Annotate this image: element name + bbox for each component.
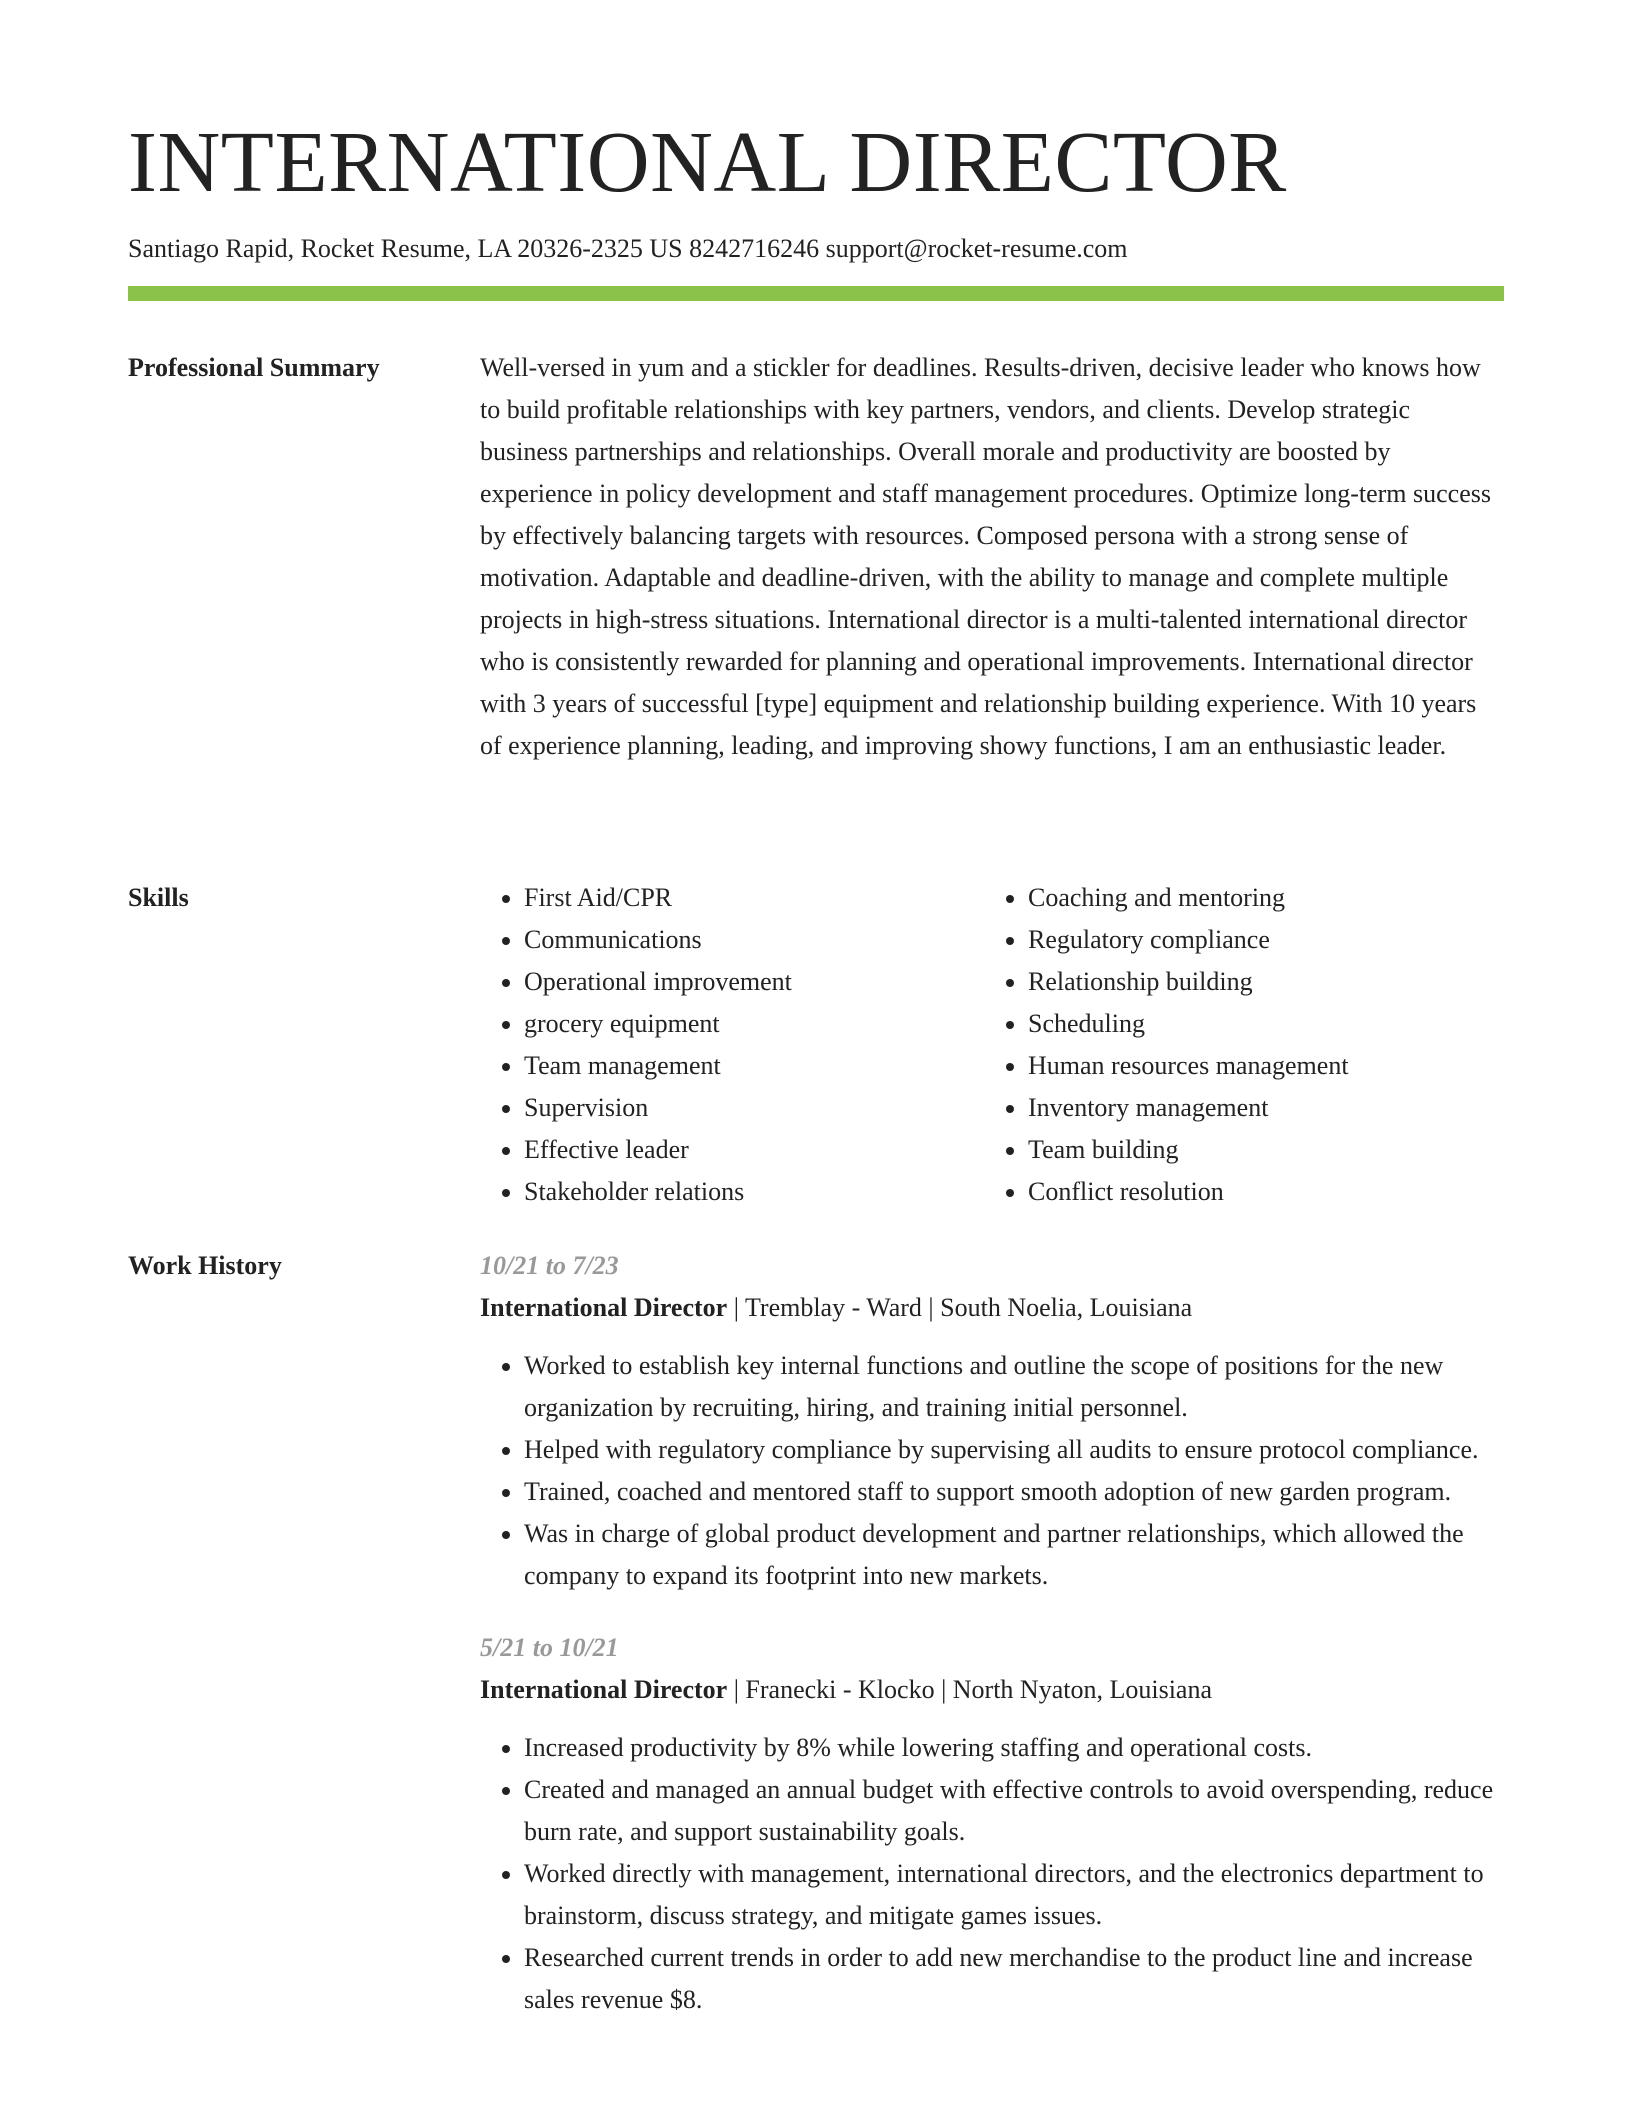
job-dates: 10/21 to 7/23	[480, 1251, 619, 1280]
skills-section-title: Skills	[128, 883, 189, 912]
summary-section-title: Professional Summary	[128, 353, 380, 382]
skill-item: • Supervision	[524, 1087, 984, 1129]
skill-item: • Operational improvement	[524, 961, 984, 1003]
job-employer-location: | Franecki - Klocko | North Nyaton, Louisiana	[727, 1675, 1212, 1704]
job-bullet: • Helped with regulatory compliance by supervising all audits to ensure protocol compliance.	[524, 1429, 1504, 1471]
skill-item: • Scheduling	[1028, 1003, 1488, 1045]
summary-section-body	[480, 347, 1504, 767]
skill-item: • Conflict resolution	[1028, 1171, 1488, 1213]
job-bullet-list	[480, 1345, 1504, 1597]
skill-item: • Regulatory compliance	[1028, 919, 1488, 961]
job-employer-location: | Tremblay - Ward | South Noelia, Louisiana	[727, 1293, 1193, 1322]
job-bullet: • Worked to establish key internal functions and outline the scope of positions for the new organization by recruiting, hiring, and training initial personnel.	[524, 1345, 1504, 1429]
job-bullet: • Created and managed an annual budget with effective controls to avoid overspending, reduce burn rate, and support sustainability goals.	[524, 1769, 1504, 1853]
job-bullet: • Increased productivity by 8% while lowering staffing and operational costs.	[524, 1727, 1504, 1769]
skill-item: • Relationship building	[1028, 961, 1488, 1003]
skills-list-left	[480, 877, 984, 1213]
job-bullet-list	[480, 1727, 1504, 2021]
skills-columns	[480, 877, 1504, 1213]
contact-info: Santiago Rapid, Rocket Resume, LA 20326-2325 US 8242716246 support@rocket-resume.com	[128, 234, 1128, 263]
job-bullet: • Was in charge of global product development and partner relationships, which allowed the company to expand its footprint into new markets.	[524, 1513, 1504, 1597]
job-bullet: • Researched current trends in order to add new merchandise to the product line and increase sales revenue $8.	[524, 1937, 1504, 2021]
skills-list-right	[984, 877, 1488, 1213]
job-title-line	[480, 1669, 1504, 1711]
job-bullet: • Trained, coached and mentored staff to support smooth adoption of new garden program.	[524, 1471, 1504, 1513]
job-title: International Director	[480, 1675, 728, 1704]
work-history-section-body	[480, 1245, 1504, 2051]
job-title: International Director	[480, 1293, 728, 1322]
job-title-line	[480, 1287, 1504, 1329]
skill-item: • Team management	[524, 1045, 984, 1087]
skill-item: • Effective leader	[524, 1129, 984, 1171]
skill-item: • Stakeholder relations	[524, 1171, 984, 1213]
skill-item: • Human resources management	[1028, 1045, 1488, 1087]
work-history-section-title: Work History	[128, 1251, 282, 1280]
header-accent-rule	[128, 286, 1504, 301]
skill-item: • grocery equipment	[524, 1003, 984, 1045]
job-dates: 5/21 to 10/21	[480, 1633, 619, 1662]
resume-name-heading: INTERNATIONAL DIRECTOR	[128, 113, 1287, 210]
skill-item: • Coaching and mentoring	[1028, 877, 1488, 919]
summary-text: Well-versed in yum and a stickler for deadlines. Results-driven, decisive leader who knows how to build profitable relationships with key partners, vendors, and clients. Develop strategic business partnerships and relationships. Overall morale and productivity are boosted by experience in policy development and staff management procedures. Optimize long-term success by effectively balancing targets with resources. Composed persona with a strong sense of motivation. Adaptable and deadline-driven, with the ability to manage and complete multiple projects in high-stress situations. International director is a multi-talented international director who is consistently rewarded for planning and operational improvements. International director with 3 years of successful [type] equipment and relationship building experience. With 10 years of experience planning, leading, and improving showy functions, I am an enthusiastic leader.	[480, 353, 1491, 760]
skill-item: • Team building	[1028, 1129, 1488, 1171]
skill-item: • Inventory management	[1028, 1087, 1488, 1129]
job-entry	[480, 1245, 1504, 1597]
job-entry	[480, 1627, 1504, 2021]
skill-item: • First Aid/CPR	[524, 877, 984, 919]
skills-section-body	[480, 877, 1504, 1213]
skill-item: • Communications	[524, 919, 984, 961]
job-bullet: • Worked directly with management, international directors, and the electronics department to brainstorm, discuss strategy, and mitigate games issues.	[524, 1853, 1504, 1937]
